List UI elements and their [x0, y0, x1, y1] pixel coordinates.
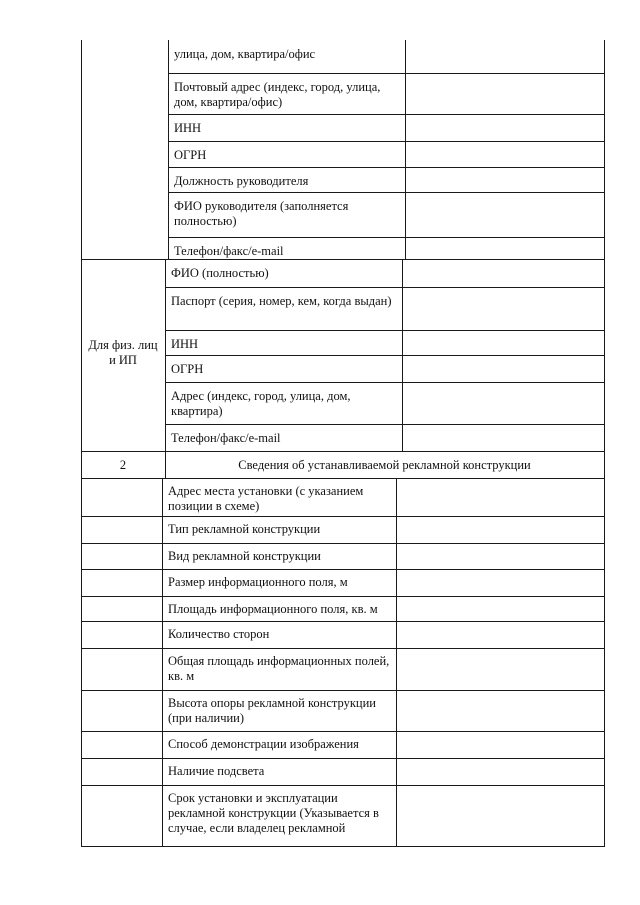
field-label: Срок установки и эксплуатации рекламной конструкции (Указывается в случае, если владелец рекламной [168, 791, 379, 835]
field-label: Адрес (индекс, город, улица, дом, квартира) [171, 389, 351, 418]
field-label: Размер информационного поля, м [168, 575, 348, 589]
row-rule [81, 731, 605, 732]
row-rule [81, 451, 165, 452]
field-label: ФИО руководителя (заполняется полностью) [174, 199, 349, 228]
field-label: Количество сторон [168, 627, 270, 641]
field-label: Общая площадь информационных полей, кв. м [168, 654, 390, 683]
section-number: 2 [119, 458, 127, 472]
right-border [604, 478, 605, 846]
field-label: Должность руководителя [174, 174, 309, 188]
left-border [81, 259, 82, 451]
row-rule [81, 846, 605, 847]
row-rule [81, 516, 605, 517]
row-rule [168, 167, 605, 168]
row-rule [165, 382, 605, 383]
row-rule [81, 648, 605, 649]
field-label: ОГРН [171, 362, 204, 376]
row-rule [168, 237, 605, 238]
field-label: Почтовый адрес (индекс, город, улица, дом, квартира/офис) [174, 80, 381, 109]
row-rule [81, 596, 605, 597]
section-title: Сведения об устанавливаемой рекламной конструкции [238, 458, 531, 472]
field-label: улица, дом, квартира/офис [174, 47, 316, 61]
row-rule [81, 259, 168, 260]
right-border [604, 451, 605, 478]
field-label: Адрес места установки (с указанием позиции в схеме) [168, 484, 364, 513]
row-rule [165, 330, 605, 331]
col-divider [165, 451, 166, 478]
field-label: Тип рекламной конструкции [168, 522, 321, 536]
row-rule [168, 114, 605, 115]
field-label: Высота опоры рекламной конструкции (при наличии) [168, 696, 376, 725]
row-rule [81, 569, 605, 570]
left-border [81, 40, 82, 259]
field-label: ИНН [171, 337, 199, 351]
row-rule [168, 73, 605, 74]
row-rule [81, 785, 605, 786]
left-border [81, 451, 82, 478]
field-label: Вид рекламной конструкции [168, 549, 321, 563]
row-rule [165, 355, 605, 356]
row-rule [165, 451, 605, 452]
field-label: Телефон/факс/e-mail [174, 244, 284, 258]
field-label: ИНН [174, 121, 202, 135]
row-rule [165, 287, 605, 288]
col-divider [396, 478, 397, 846]
field-label: Площадь информационного поля, кв. м [168, 602, 378, 616]
row-rule [81, 478, 605, 479]
row-rule [81, 758, 605, 759]
section-title: Для физ. лиц и ИП [88, 338, 158, 367]
row-rule [81, 621, 605, 622]
row-rule [81, 690, 605, 691]
field-label: ФИО (полностью) [171, 266, 269, 280]
col-divider [162, 478, 163, 846]
left-border [81, 478, 82, 846]
row-rule [81, 543, 605, 544]
field-label: Паспорт (серия, номер, кем, когда выдан) [171, 294, 392, 308]
field-label: Наличие подсвета [168, 764, 265, 778]
row-rule [168, 192, 605, 193]
row-rule [165, 424, 605, 425]
field-label: ОГРН [174, 148, 207, 162]
field-label: Способ демонстрации изображения [168, 737, 359, 751]
row-rule [168, 141, 605, 142]
field-label: Телефон/факс/e-mail [171, 431, 281, 445]
row-rule [168, 259, 605, 260]
